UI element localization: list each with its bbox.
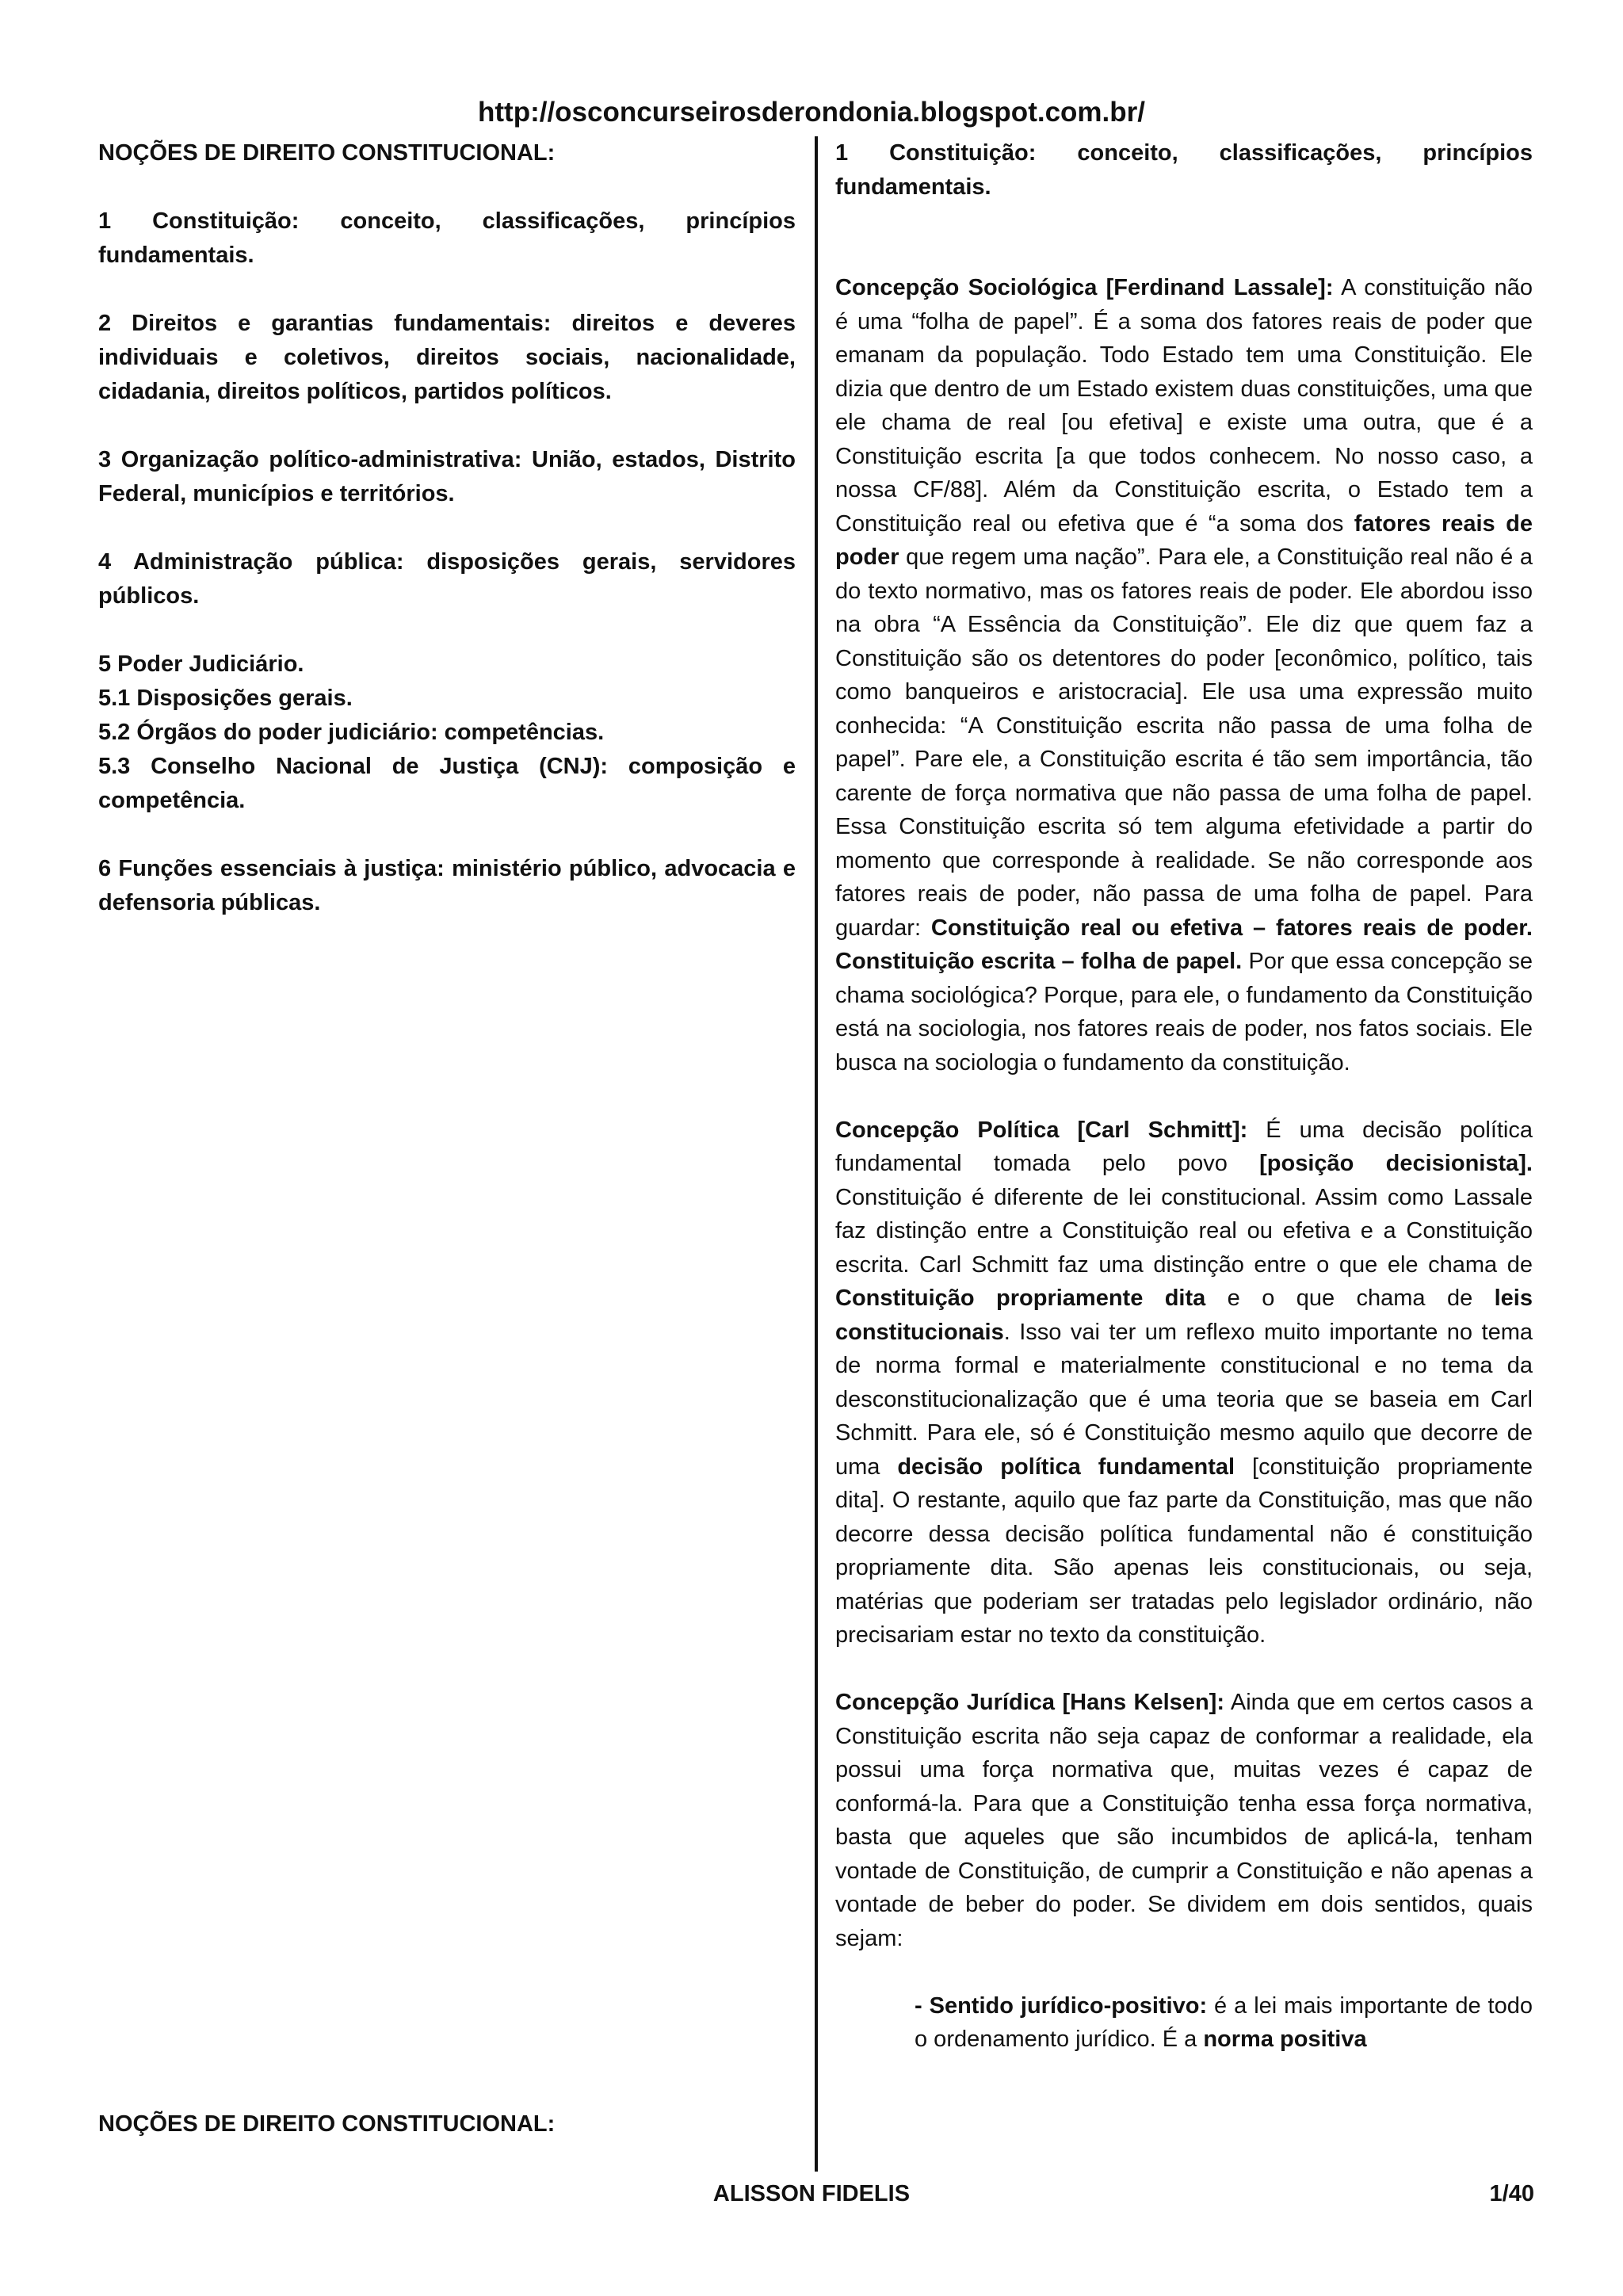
left-title: NOÇÕES DE DIREITO CONSTITUCIONAL:: [98, 140, 556, 166]
column-divider: [815, 136, 818, 2172]
footer-title: NOÇÕES DE DIREITO CONSTITUCIONAL:: [98, 2111, 556, 2137]
topic-3: 3 Organização político-administrativa: União, estados, Distrito Federal, municípios e territórios.: [98, 447, 796, 506]
header-url: http://osconcurseirosderondonia.blogspot.com.br/: [478, 97, 1145, 128]
topic-5-2: 5.2 Órgãos do poder judiciário: competências.: [98, 720, 605, 745]
topic-1: 1 Constituição: conceito, classificações, princípios fundamentais.: [98, 208, 796, 268]
right-heading: 1 Constituição: conceito, classificações, princípios fundamentais.: [835, 140, 1533, 200]
topic-5-3: 5.3 Conselho Nacional de Justiça (CNJ): composição e competência.: [98, 754, 796, 813]
topic-2: 2 Direitos e garantias fundamentais: direitos e deveres individuais e coletivos, direitos sociais, nacionalidade, cidadania, direitos políticos, partidos políticos.: [98, 311, 796, 404]
right-column: [835, 136, 1533, 2057]
topic-6: 6 Funções essenciais à justiça: ministério público, advocacia e defensoria públicas.: [98, 856, 796, 915]
footer-author: ALISSON FIDELIS: [712, 2181, 911, 2206]
topic-5: 5 Poder Judiciário.: [98, 651, 304, 677]
page-number: 1/40: [1489, 2181, 1534, 2206]
topic-4: 4 Administração pública: disposições gerais, servidores públicos.: [98, 549, 796, 609]
juridical-paragraph: Concepção Jurídica [Hans Kelsen]: Ainda que em certos casos a Constituição escrita não seja capaz de conformar a realidade, ela possui uma força normativa que, muitas vezes é capaz de conformá-la. Para que a Constituição tenha essa força normativa, basta que aqueles que são incumbidos de aplicá-la, tenham vontade de Constituição, de cumprir a Constituição e não apenas a vontade de beber do poder. Se dividem em dois sentidos, quais sejam:: [835, 1690, 1533, 1951]
sociological-paragraph: Concepção Sociológica [Ferdinand Lassale]: A constituição não é uma “folha de papel”. É a soma dos fatores reais de poder que emanam da população. Todo Estado tem uma Constituição. Ele dizia que dentro de um Estado existem duas constituições, uma que ele chama de real [ou efetiva] e existe uma outra, que é a Constituição escrita [a que todos conhecem. No nosso caso, a nossa CF/88]. Além da Constituição escrita, o Estado tem a Constituição real ou efetiva que é “a soma dos fatores reais de poder que regem uma nação”. Para ele, a Constituição real não é a do texto normativo, mas os fatores reais de poder. Ele abordou isso na obra “A Essência da Constituição”. Ele diz que quem faz a Constituição são os detentores do poder [econômico, político, tais como banqueiros e aristocracia]. Ele usa uma expressão muito conhecida: “A Constituição escrita não passa de uma folha de papel”. Pare ele, a Constituição escrita é tão sem importância, tão carente de força normativa que não passa de uma folha de papel. Essa Constituição escrita só tem alguma efetividade a partir do momento que corresponde à realidade. Se não corresponde aos fatores reais de poder, não passa de uma folha de papel. Para guardar: Constituição real ou efetiva – fatores reais de poder. Constituição escrita – folha de papel. Por que essa concepção se chama sociológica? Porque, para ele, o fundamento da Constituição está na sociologia, nos fatores reais de poder, nos fatos sociais. Ele busca na sociologia o fundamento da constituição.: [835, 275, 1533, 1075]
juridical-positive-sense: - Sentido jurídico-positivo: é a lei mais importante de todo o ordenamento jurídico. É a norma positiva: [915, 1992, 1533, 2052]
political-paragraph: Concepção Política [Carl Schmitt]: É uma decisão política fundamental tomada pelo povo [posição decisionista]. Constituição é diferente de lei constitucional. Assim como Lassale faz distinção entre a Constituição real ou efetiva e a Constituição escrita. Carl Schmitt faz uma distinção entre o que ele chama de Constituição propriamente dita e o que chama de leis constitucionais. Isso vai ter um reflexo muito importante no tema de norma formal e materialmente constitucional e no tema da desconstitucionalização que é uma teoria que se baseia em Carl Schmitt. Para ele, só é Constituição mesmo aquilo que decorre de uma decisão política fundamental [constituição propriamente dita]. O restante, aquilo que faz parte da Constituição, mas que não decorre dessa decisão política fundamental não é constituição propriamente dita. São apenas leis constitucionais, ou seja, matérias que poderiam ser tratadas pelo legislador ordinário, não precisariam estar no texto da constituição.: [835, 1117, 1533, 1648]
left-column: [98, 136, 796, 920]
topic-5-1: 5.1 Disposições gerais.: [98, 686, 353, 711]
